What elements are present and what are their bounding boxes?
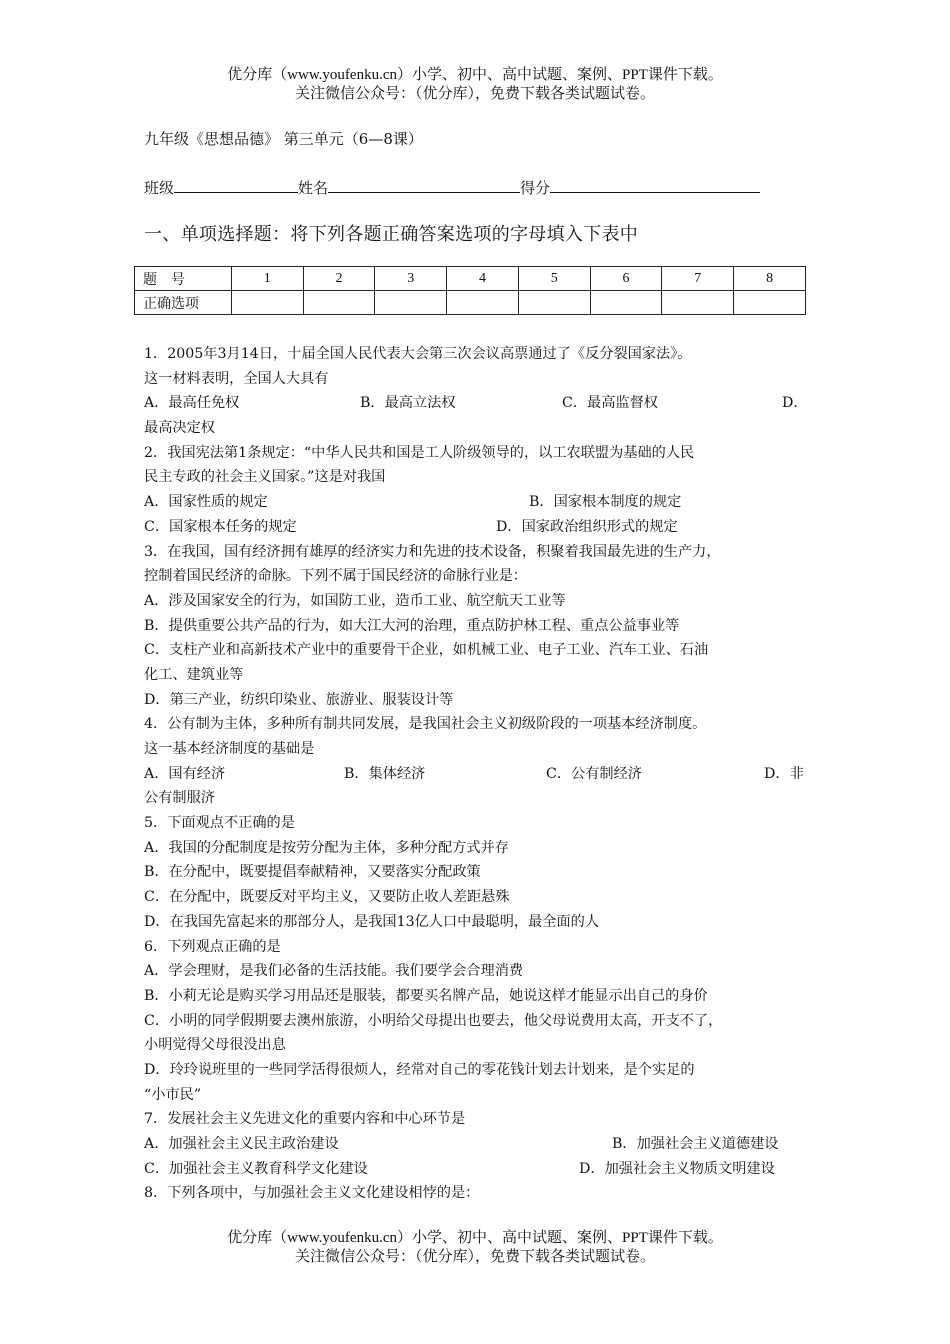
question-number-6: 6 bbox=[590, 267, 662, 291]
q2-option-a: A．国家性质的规定 bbox=[144, 494, 268, 511]
q8-stem: 8．下列各项中，与加强社会主义文化建设相悖的是： bbox=[144, 1185, 480, 1202]
q3-option-b: B．提供重要公共产品的行为，如大江大河的治理，重点防护林工程、重点公益事业等 bbox=[144, 617, 680, 634]
header-line-1: 优分库（www.youfenku.cn）小学、初中、高中试题、案例、PPT课件下载。 bbox=[227, 67, 723, 83]
q1-option-b: B．最高立法权 bbox=[360, 395, 456, 412]
class-blank[interactable] bbox=[174, 176, 298, 193]
q6-option-d-line-2: “小市民” bbox=[144, 1086, 202, 1103]
q7-option-d: D．加强社会主义物质文明建设 bbox=[579, 1160, 775, 1177]
q5-option-c: C．在分配中，既要反对平均主义，又要防止收人差距悬殊 bbox=[144, 889, 510, 906]
page-footer bbox=[0, 1229, 950, 1267]
q2-options-row-1 bbox=[144, 490, 816, 515]
q5-option-b: B．在分配中，既要提倡奉献精神，又要落实分配政策 bbox=[144, 864, 481, 881]
q1-stem-line-1: 1．2005年3月14日，十届全国人民代表大会第三次会议高票通过了《反分裂国家法》。 bbox=[144, 346, 692, 362]
subject-title: 九年级《思想品德》 第三单元（6—8课） bbox=[144, 130, 423, 148]
question-number-8: 8 bbox=[734, 267, 806, 291]
q1-options-row bbox=[144, 391, 816, 416]
name-label: 姓名 bbox=[298, 179, 329, 197]
q4-options-row bbox=[144, 762, 816, 787]
score-blank[interactable] bbox=[550, 176, 760, 193]
q6-stem: 6．下列观点正确的是 bbox=[144, 938, 281, 955]
q1-option-a: A．最高任免权 bbox=[144, 395, 240, 412]
q7-options-row-2 bbox=[144, 1157, 816, 1182]
q1-stem-line-2: 这一材料表明，全国人大具有 bbox=[144, 370, 329, 387]
answer-table-number-row bbox=[135, 267, 806, 291]
answer-cell-7[interactable] bbox=[662, 291, 734, 315]
q6-option-a: A．学会理财，是我们必备的生活技能。我们要学会合理消费 bbox=[144, 963, 524, 980]
question-number-7: 7 bbox=[662, 267, 734, 291]
q3-option-a: A．涉及国家安全的行为，如国防工业，造币工业、航空航天工业等 bbox=[144, 592, 566, 609]
q5-stem: 5．下面观点不正确的是 bbox=[144, 815, 295, 832]
q3-stem-line-1: 3．在我国，国有经济拥有雄厚的经济实力和先进的技术设备，积聚着我国最先进的生产力， bbox=[144, 543, 721, 560]
name-blank[interactable] bbox=[328, 176, 520, 193]
q6-option-c-line-2: 小明觉得父母很没出息 bbox=[144, 1037, 286, 1054]
answer-cell-1[interactable] bbox=[231, 291, 303, 315]
answer-cell-4[interactable] bbox=[447, 291, 519, 315]
answer-cell-3[interactable] bbox=[375, 291, 447, 315]
correct-option-label: 正确选项 bbox=[135, 291, 232, 315]
q6-option-b: B．小莉无论是购买学习用品还是服装，都要买名牌产品，她说这样才能显示出自己的身价 bbox=[144, 987, 708, 1004]
class-label: 班级 bbox=[144, 179, 175, 197]
q4-stem-line-1: 4．公有制为主体，多种所有制共同发展，是我国社会主义初级阶段的一项基本经济制度。 bbox=[144, 716, 707, 733]
answer-table bbox=[134, 266, 806, 315]
q5-option-a: A．我国的分配制度是按劳分配为主体，多种分配方式并存 bbox=[144, 839, 509, 856]
answer-table-answer-row bbox=[135, 291, 806, 315]
q6-option-c-line-1: C．小明的同学假期要去澳州旅游，小明给父母提出也要去，他父母说费用太高，开支不了， bbox=[144, 1012, 723, 1029]
answer-cell-2[interactable] bbox=[303, 291, 375, 315]
q2-option-d: D．国家政治组织形式的规定 bbox=[496, 518, 678, 535]
q5-option-d: D．在我国先富起来的那部分人，是我国13亿人口中最聪明，最全面的人 bbox=[144, 913, 600, 930]
question-number-5: 5 bbox=[518, 267, 590, 291]
score-label: 得分 bbox=[520, 179, 551, 197]
q7-stem: 7．发展社会主义先进文化的重要内容和中心环节是 bbox=[144, 1111, 466, 1128]
question-number-4: 4 bbox=[447, 267, 519, 291]
question-number-2: 2 bbox=[303, 267, 375, 291]
q4-stem-line-2: 这一基本经济制度的基础是 bbox=[144, 741, 315, 757]
question-list bbox=[144, 342, 816, 1206]
question-number-3: 3 bbox=[375, 267, 447, 291]
q7-option-a: A．加强社会主义民主政治建设 bbox=[144, 1136, 339, 1152]
q2-option-c: C．国家根本任务的规定 bbox=[144, 518, 297, 535]
header-line-2: 关注微信公众号：（优分库），免费下载各类试题试卷。 bbox=[294, 86, 655, 102]
answer-cell-8[interactable] bbox=[734, 291, 806, 315]
question-number-label: 题 号 bbox=[135, 267, 232, 291]
page-header bbox=[0, 66, 950, 104]
q3-option-c-line-2: 化工、建筑业等 bbox=[144, 666, 244, 683]
q7-options-row-1 bbox=[144, 1132, 816, 1157]
q7-option-c: C．加强社会主义教育科学文化建设 bbox=[144, 1160, 368, 1177]
q2-option-b: B．国家根本制度的规定 bbox=[529, 494, 682, 511]
section-title: 一、单项选择题：将下列各题正确答案选项的字母填入下表中 bbox=[144, 224, 639, 245]
q1-option-c: C．最高监督权 bbox=[562, 395, 658, 412]
footer-line-1: 优分库（www.youfenku.cn）小学、初中、高中试题、案例、PPT课件下载。 bbox=[227, 1230, 723, 1246]
footer-line-2: 关注微信公众号：（优分库），免费下载各类试题试卷。 bbox=[294, 1249, 655, 1265]
q4-option-d-text: 公有制服济 bbox=[144, 790, 215, 807]
q2-stem-line-2: 民主专政的社会主义国家。”这是对我国 bbox=[144, 469, 386, 486]
answer-cell-5[interactable] bbox=[518, 291, 590, 315]
q1-option-d-text: 最高决定权 bbox=[144, 420, 215, 437]
q2-stem-line-1: 2．我国宪法第1条规定：“中华人民共和国是工人阶级领导的，以工农联盟为基础的人民 bbox=[144, 444, 695, 461]
answer-cell-6[interactable] bbox=[590, 291, 662, 315]
student-info-line bbox=[144, 176, 760, 198]
q4-option-c: C．公有制经济 bbox=[546, 765, 642, 782]
q4-option-b: B．集体经济 bbox=[344, 765, 426, 782]
q1-option-d-prefix: D． bbox=[782, 395, 808, 412]
q3-stem-line-2: 控制着国民经济的命脉。下列不属于国民经济的命脉行业是： bbox=[144, 568, 528, 585]
q7-option-b: B．加强社会主义道德建设 bbox=[612, 1136, 779, 1152]
q6-option-d-line-1: D．玲玲说班里的一些同学活得很烦人，经常对自己的零花钱计划去计划来，是个实足的 bbox=[144, 1061, 695, 1078]
q3-option-c-line-1: C．支柱产业和高新技术产业中的重要骨干企业，如机械工业、电子工业、汽车工业、石油 bbox=[144, 642, 709, 659]
q4-option-d-prefix: D．非 bbox=[764, 765, 804, 782]
q2-options-row-2 bbox=[144, 515, 816, 540]
question-number-1: 1 bbox=[231, 267, 303, 291]
q3-option-d: D．第三产业，纺织印染业、旅游业、服装设计等 bbox=[144, 691, 454, 708]
q4-option-a: A．国有经济 bbox=[144, 765, 226, 782]
